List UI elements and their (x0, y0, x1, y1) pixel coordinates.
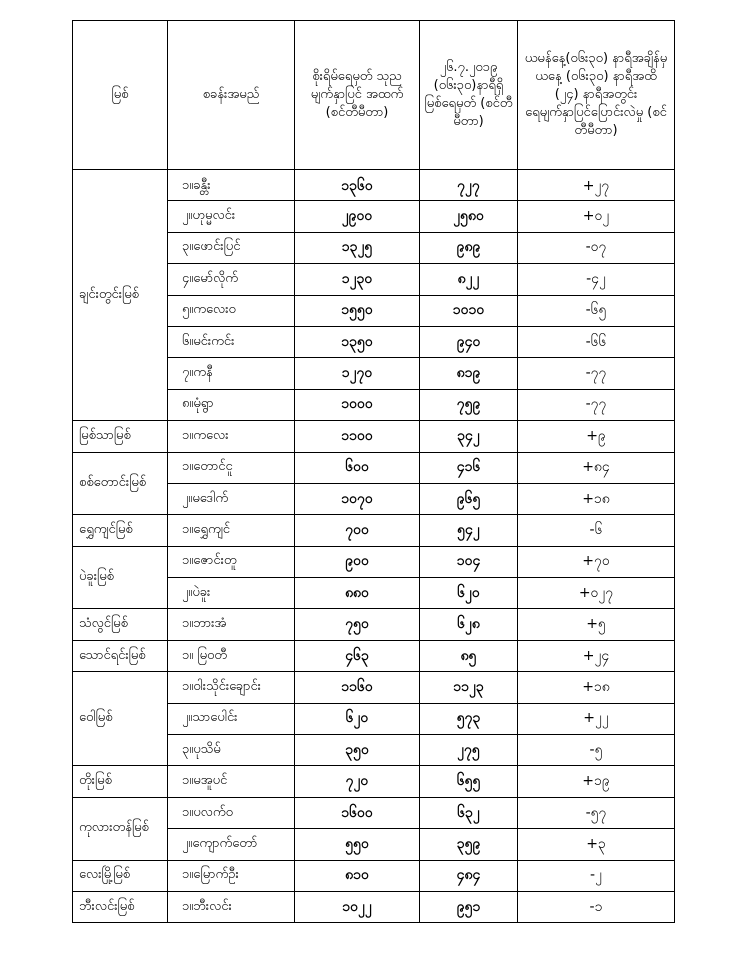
current-level-cell: ၂၅၈၀ (420, 201, 518, 232)
level-change-cell: -၅ (518, 735, 675, 766)
current-level-cell: ၈၂၂ (420, 264, 518, 295)
table-row (73, 766, 675, 797)
table-body (73, 170, 675, 923)
current-level-cell: ၁၁၂၃ (420, 672, 518, 703)
danger-level-cell: ၉၀၀ (295, 546, 420, 577)
danger-level-cell: ၃၅၀ (295, 735, 420, 766)
danger-level-cell: ၁၁၀၀ (295, 421, 420, 452)
current-level-cell: ၆၃၂ (420, 797, 518, 828)
river-water-level-table (72, 20, 675, 923)
danger-level-cell: ၆၂၀ (295, 703, 420, 734)
station-name-cell: ၈။မုံရွာ (168, 389, 295, 420)
danger-level-cell: ၁၀၇၀ (295, 483, 420, 514)
level-change-cell: +၈၄ (518, 452, 675, 483)
table-row (73, 515, 675, 546)
table-row (73, 452, 675, 483)
station-name-cell: ၃။ဖောင်းပြင် (168, 232, 295, 263)
station-name-cell: ၁။မအူပင် (168, 766, 295, 797)
station-name-cell: ၁။တောင်ငူ (168, 452, 295, 483)
danger-level-cell: ၁၂၃၀ (295, 264, 420, 295)
station-name-cell: ၂။ဟုမ္မလင်း (168, 201, 295, 232)
danger-level-cell: ၈၈၀ (295, 578, 420, 609)
station-name-cell: ၁။ဝါးသိုင်းချောင်း (168, 672, 295, 703)
current-level-cell: ၉၅၁ (420, 891, 518, 922)
danger-level-cell: ၂၉၀၀ (295, 201, 420, 232)
danger-level-cell: ၅၅၀ (295, 829, 420, 860)
danger-level-cell: ၁၂၇၀ (295, 358, 420, 389)
level-change-cell: -၆၆ (518, 326, 675, 357)
river-name-cell: မြစ်သာမြစ် (73, 421, 168, 452)
danger-level-cell: ၈၁၀ (295, 860, 420, 891)
header-current-level: ၂၆.၇.၂၀၁၉ (၀၆း၃၀)နာရီရှိ မြစ်ရေမှတ် (စင်တီမီတာ) (420, 21, 518, 170)
current-level-cell: ၇၂၇ (420, 170, 518, 201)
station-name-cell: ၂။ပဲခူး (168, 578, 295, 609)
river-name-cell: ပဲခူးမြစ် (73, 546, 168, 609)
level-change-cell: +၂၇ (518, 170, 675, 201)
level-change-cell: +၇၀ (518, 546, 675, 577)
danger-level-cell: ၁၃၆၀ (295, 170, 420, 201)
station-name-cell: ၁။ရွှေကျင် (168, 515, 295, 546)
level-change-cell: -၆၅ (518, 295, 675, 326)
station-name-cell: ၇။ကနီ (168, 358, 295, 389)
danger-level-cell: ၁၃၂၅ (295, 232, 420, 263)
river-name-cell: ဝေါမြစ် (73, 672, 168, 766)
danger-level-cell: ၄၆၃ (295, 640, 420, 671)
current-level-cell: ၉၄၀ (420, 326, 518, 357)
current-level-cell: ၉၈၉ (420, 232, 518, 263)
station-name-cell: ၆။မင်းကင်း (168, 326, 295, 357)
danger-level-cell: ၁၆၀၀ (295, 797, 420, 828)
river-name-cell: လေးမြို့မြစ် (73, 860, 168, 891)
current-level-cell: ၁၀၄ (420, 546, 518, 577)
header-danger-level: စိုးရိမ်ရေမှတ် သုည မျက်နှာပြင် အထက် (စင်တီမီတာ) (295, 21, 420, 170)
level-change-cell: -၁ (518, 891, 675, 922)
current-level-cell: ၁၀၁၀ (420, 295, 518, 326)
current-level-cell: ၂၇၅ (420, 735, 518, 766)
current-level-cell: ၃၄၂ (420, 421, 518, 452)
danger-level-cell: ၁၀၂၂ (295, 891, 420, 922)
station-name-cell: ၁။ကလေး (168, 421, 295, 452)
current-level-cell: ၅၄၂ (420, 515, 518, 546)
level-change-cell: +၁၈ (518, 672, 675, 703)
current-level-cell: ၄၈၄ (420, 860, 518, 891)
river-name-cell: သံလွင်မြစ် (73, 609, 168, 640)
danger-level-cell: ၁၃၅၀ (295, 326, 420, 357)
table-row (73, 170, 675, 201)
river-name-cell: ကုလားတန်မြစ် (73, 797, 168, 860)
level-change-cell: +၂၄ (518, 640, 675, 671)
level-change-cell: -၄၂ (518, 264, 675, 295)
danger-level-cell: ၇၅၀ (295, 609, 420, 640)
current-level-cell: ၈၅ (420, 640, 518, 671)
table-row (73, 672, 675, 703)
station-name-cell: ၄။မော်လိုက် (168, 264, 295, 295)
header-level-change: ယမန်နေ့(၀၆း၃၀) နာရီအချိန်မှ ယနေ့ (၀၆း၃၀) နာရီအထိ (၂၄) နာရီအတွင်း ရေမျက်နှာပြင်ပြောင်းလဲမှု (စင်တီမီတာ) (518, 21, 675, 170)
current-level-cell: ၇၅၉ (420, 389, 518, 420)
river-name-cell: ချင်းတွင်းမြစ် (73, 170, 168, 421)
level-change-cell: +၁၈ (518, 483, 675, 514)
level-change-cell: +၁၉ (518, 766, 675, 797)
current-level-cell: ၅၇၃ (420, 703, 518, 734)
table-header-row (73, 21, 675, 170)
current-level-cell: ၄၁၆ (420, 452, 518, 483)
station-name-cell: ၂။ကျောက်တော် (168, 829, 295, 860)
station-name-cell: ၂။မဒေါက် (168, 483, 295, 514)
level-change-cell: -၆ (518, 515, 675, 546)
table-row (73, 421, 675, 452)
current-level-cell: ၈၁၉ (420, 358, 518, 389)
danger-level-cell: ၁၁၆၀ (295, 672, 420, 703)
danger-level-cell: ၁၀၀၀ (295, 389, 420, 420)
river-name-cell: ဘီးလင်းမြစ် (73, 891, 168, 922)
danger-level-cell: ၁၅၅၀ (295, 295, 420, 326)
table-row (73, 860, 675, 891)
level-change-cell: +၉ (518, 421, 675, 452)
river-name-cell: ရွှေကျင်မြစ် (73, 515, 168, 546)
table-row (73, 797, 675, 828)
station-name-cell: ၂။သာပေါင်း (168, 703, 295, 734)
danger-level-cell: ၇၀၀ (295, 515, 420, 546)
station-name-cell: ၁။ဘားအံ (168, 609, 295, 640)
level-change-cell: +၀၂ (518, 201, 675, 232)
level-change-cell: +၃ (518, 829, 675, 860)
header-station: စခန်းအမည် (168, 21, 295, 170)
level-change-cell: -၀၇ (518, 232, 675, 263)
table-row (73, 546, 675, 577)
current-level-cell: ၃၅၉ (420, 829, 518, 860)
level-change-cell: -၅၇ (518, 797, 675, 828)
current-level-cell: ၆၂၀ (420, 578, 518, 609)
station-name-cell: ၁။ မြဝတီ (168, 640, 295, 671)
station-name-cell: ၃။ပုသိမ် (168, 735, 295, 766)
river-name-cell: သောင်ရင်းမြစ် (73, 640, 168, 671)
danger-level-cell: ၆၀၀ (295, 452, 420, 483)
station-name-cell: ၁။ခန္တီး (168, 170, 295, 201)
current-level-cell: ၆၅၅ (420, 766, 518, 797)
level-change-cell: +၀၂၇ (518, 578, 675, 609)
level-change-cell: +၂၂ (518, 703, 675, 734)
table-row (73, 640, 675, 671)
level-change-cell: -၇၇ (518, 389, 675, 420)
current-level-cell: ၉၆၅ (420, 483, 518, 514)
level-change-cell: -၇၇ (518, 358, 675, 389)
station-name-cell: ၁။ပလက်ဝ (168, 797, 295, 828)
station-name-cell: ၁။ဇောင်းတူ (168, 546, 295, 577)
header-river: မြစ် (73, 21, 168, 170)
table-row (73, 891, 675, 922)
danger-level-cell: ၇၂၀ (295, 766, 420, 797)
river-name-cell: တိုးမြစ် (73, 766, 168, 797)
table-row (73, 609, 675, 640)
river-name-cell: စစ်တောင်းမြစ် (73, 452, 168, 515)
level-change-cell: +၅ (518, 609, 675, 640)
current-level-cell: ၆၂၈ (420, 609, 518, 640)
level-change-cell: -၂ (518, 860, 675, 891)
station-name-cell: ၁။ဘီးလင်း (168, 891, 295, 922)
station-name-cell: ၁။မြောက်ဦး (168, 860, 295, 891)
station-name-cell: ၅။ကလေးဝ (168, 295, 295, 326)
